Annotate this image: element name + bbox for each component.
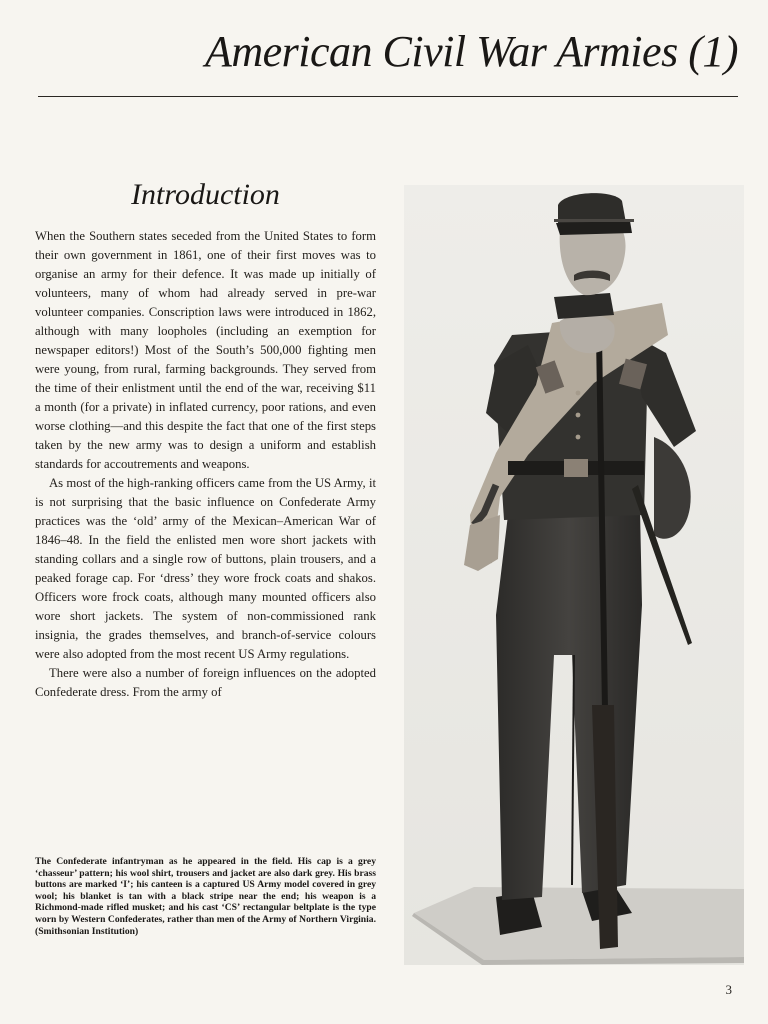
page-number: 3 [725,982,732,997]
body-paragraph: As most of the high-ranking officers came from the US Army, it is not surprising that the basic influence on Confederate Army practices was the ‘old’ army of the Mexican–American War of 1846–48. In the field the enlisted men wore short jackets with standing collars and a single row of buttons, plain trousers, and a peaked forage cap. For ‘dress’ they wore frock coats and shakos. Officers wore frock coats, although many mounted officers also wore short jackets. The system of non-commissioned rank insignia, the grades themselves, and branch-of-service colours were also adopted from the most recent US Army regulations. [35,476,376,661]
running-title: American Civil War Armies (1) [204,27,738,76]
body-paragraph: There were also a number of foreign influences on the adopted Confederate dress. From the army of [35,666,376,699]
header-rule [38,96,738,97]
figure-caption: The Confederate infantryman as he appeared in the field. His cap is a grey ‘chasseur’ pattern; his wool shirt, trousers and jacket are also dark grey. His brass buttons are marked ‘I’; his canteen is a captured US Army model covered in grey wool; his blanket is tan with a black stripe near the end; his weapon is a Richmond-made rifled musket; and his cast ‘CS’ rectangular beltplate is the type worn by Western Confederates, rather than men of the Army of Northern Virginia. (Smithsonian Institution) [35,856,376,937]
soldier-figure-photo [404,185,744,965]
body-text-column [35,227,376,702]
soldier-figure-illustration [404,185,744,965]
section-title: Introduction [131,178,280,211]
body-paragraph: When the Southern states seceded from the United States to form their own government in 1861, one of their first moves was to organise an army for their defence. It was made up initially of volunteers, many of whom had already served in pre-war volunteer companies. Conscription laws were introduced in 1862, although with many loopholes (including an exemption for newspaper editors!) Most of the South’s 500,000 fighting men were young, from rural, farming backgrounds. They served from the time of their enlistment until the end of the war, receiving $11 a month (for a private) in inflated currency, poor rations, and even worse clothing—and this despite the fact that one of the first steps taken by the new army was to design a uniform and establish standards for accoutrements and weapons. [35,229,376,471]
